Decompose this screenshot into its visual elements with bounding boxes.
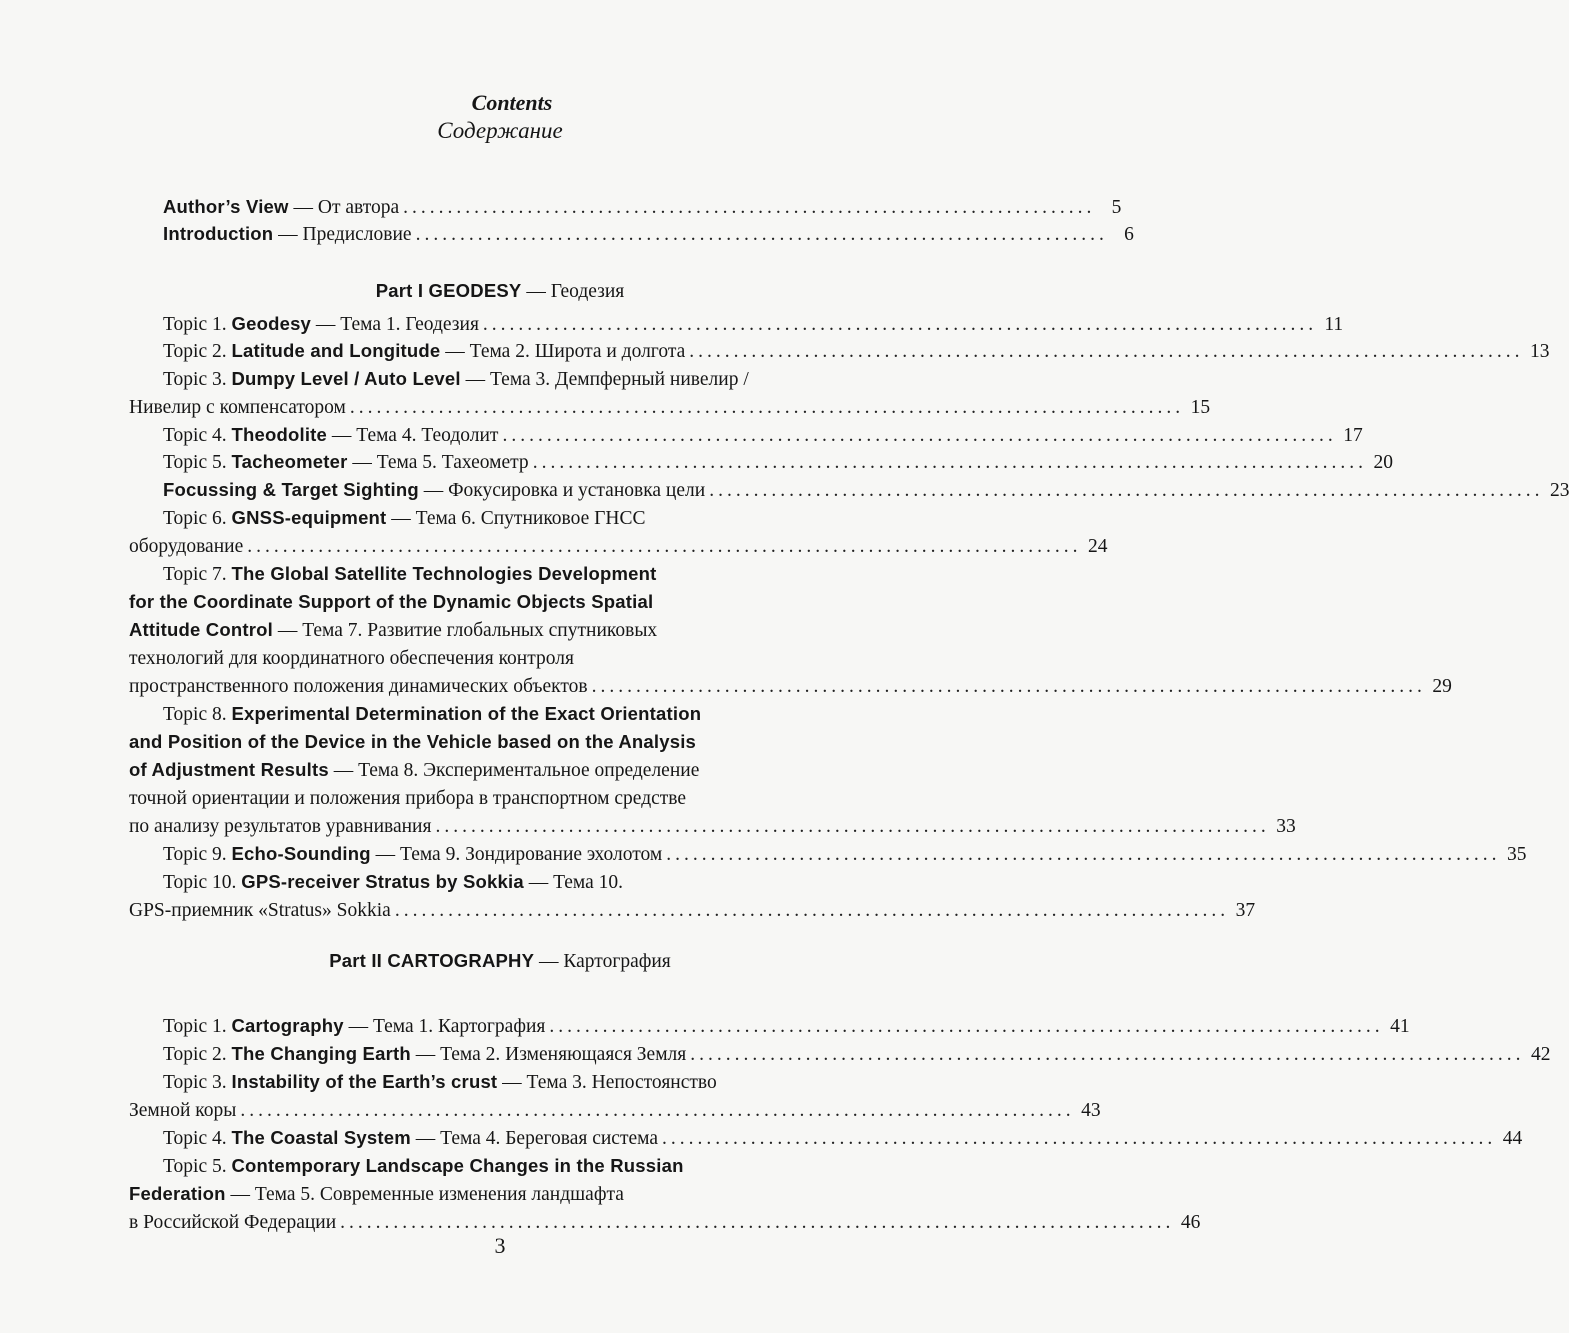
toc-entry xyxy=(163,562,865,587)
toc-entry xyxy=(129,758,865,783)
entry-title: Theodolite xyxy=(231,424,328,445)
page-number: 44 xyxy=(1502,1128,1523,1149)
entry-prefix: Topic 7. xyxy=(163,564,232,585)
entry-translation: — Тема 9. Зондирование эхолотом xyxy=(370,844,663,865)
part-heading-cartography xyxy=(140,950,860,973)
page-number: 46 xyxy=(1180,1212,1201,1233)
entry-title: Introduction xyxy=(163,223,274,244)
page-number: 43 xyxy=(1081,1100,1101,1121)
toc-entry xyxy=(129,1182,865,1207)
entry-title: for the Coordinate Support of the Dynamic Objects Spatial xyxy=(129,591,654,612)
entry-translation: — Тема 2. Изменяющаяся Земля xyxy=(410,1044,687,1065)
entry-title: Cartography xyxy=(231,1015,344,1036)
entry-prefix: пространственного положения динамических объектов xyxy=(129,676,588,697)
toc-entry xyxy=(163,702,865,727)
dot-leader: .............................................................................................. xyxy=(435,816,1270,837)
toc-entry xyxy=(129,730,865,755)
page-number: 20 xyxy=(1373,452,1393,473)
entry-translation: — Тема 10. xyxy=(523,872,624,893)
entry-title: Instability of the Earth’s crust xyxy=(231,1071,498,1092)
entry-prefix: Topic 5. xyxy=(163,1156,232,1177)
entry-prefix: Topic 6. xyxy=(163,508,232,529)
entry-prefix: Topic 3. xyxy=(163,369,232,390)
entry-prefix: Земной коры xyxy=(129,1100,237,1121)
page-number: 17 xyxy=(1343,425,1363,446)
toc-entry[interactable] xyxy=(163,1126,1523,1151)
entry-translation: — От автора xyxy=(288,197,400,218)
dot-leader: .............................................................................................. xyxy=(689,341,1524,362)
dot-leader: .............................................................................................. xyxy=(340,1212,1175,1233)
entry-prefix: Topic 4. xyxy=(163,1128,232,1149)
toc-entry xyxy=(129,590,865,615)
entry-title: of Adjustment Results xyxy=(129,759,329,780)
toc-entry[interactable] xyxy=(163,1014,1410,1039)
dot-leader: .............................................................................................. xyxy=(662,1128,1497,1149)
dot-leader: .............................................................................................. xyxy=(591,676,1426,697)
toc-entry[interactable] xyxy=(163,478,1569,503)
entry-title: Tacheometer xyxy=(231,451,348,472)
dot-leader: .............................................................................................. xyxy=(482,314,1318,335)
entry-translation: — Тема 7. Развитие глобальных спутниковых xyxy=(272,620,658,641)
entry-title: Contemporary Landscape Changes in the Russian xyxy=(231,1155,684,1176)
entry-prefix: Topic 8. xyxy=(163,704,232,725)
part-heading-geodesy xyxy=(140,280,860,303)
entry-prefix: в Российской Федерации xyxy=(129,1212,337,1233)
entry-title: Experimental Determination of the Exact Orientation xyxy=(231,703,702,724)
page-number: 23 xyxy=(1549,480,1569,501)
toc-entry-authors-view[interactable] xyxy=(163,195,1122,220)
dot-leader: .............................................................................................. xyxy=(349,397,1185,418)
entry-title: GPS-receiver Stratus by Sokkia xyxy=(241,871,524,892)
toc-entry xyxy=(163,870,865,895)
toc-entry xyxy=(163,367,865,392)
part-title: Part I GEODESY xyxy=(375,280,522,301)
toc-entry[interactable] xyxy=(129,534,1108,559)
toc-entry[interactable] xyxy=(163,339,1550,364)
toc-entry xyxy=(129,786,865,811)
entry-translation: — Фокусировка и установка цели xyxy=(418,480,706,501)
dot-leader: .............................................................................................. xyxy=(690,1044,1525,1065)
entry-translation: — Тема 5. Тахеометр xyxy=(347,452,529,473)
toc-entry[interactable] xyxy=(163,312,1344,337)
page-folio: 3 xyxy=(494,1233,506,1258)
entry-prefix: Нивелир с компенсатором xyxy=(129,397,346,418)
entry-prefix: Topic 3. xyxy=(163,1072,232,1093)
toc-entry[interactable] xyxy=(129,674,1452,699)
page-number: 15 xyxy=(1190,397,1211,418)
entry-prefix: по анализу результатов уравнивания xyxy=(129,816,432,837)
toc-entry[interactable] xyxy=(163,1042,1551,1067)
part-translation: — Картография xyxy=(534,951,671,972)
contents-title-ru: Содержание xyxy=(437,118,563,143)
entry-title: Author’s View xyxy=(163,196,289,217)
dot-leader: .............................................................................................. xyxy=(666,844,1501,865)
toc-entry[interactable] xyxy=(129,1210,1201,1235)
toc-entry[interactable] xyxy=(163,423,1363,448)
entry-translation: — Предисловие xyxy=(273,224,412,245)
entry-prefix: Topic 9. xyxy=(163,844,232,865)
entry-translation: — Тема 1. Картография xyxy=(343,1016,546,1037)
page-number: 11 xyxy=(1324,314,1344,335)
toc-entry-introduction[interactable] xyxy=(163,222,1134,247)
entry-prefix: Topic 4. xyxy=(163,425,232,446)
entry-title: Geodesy xyxy=(231,313,312,334)
entry-prefix: Topic 5. xyxy=(163,452,232,473)
dot-leader: .............................................................................................. xyxy=(532,452,1367,473)
entry-title: Dumpy Level / Auto Level xyxy=(231,368,461,389)
entry-title: Federation xyxy=(129,1183,226,1204)
toc-entry xyxy=(163,506,865,531)
dot-leader: .............................................................................................. xyxy=(247,536,1082,557)
dot-leader: .............................................................................................. xyxy=(240,1100,1075,1121)
entry-title: The Changing Earth xyxy=(231,1043,411,1064)
entry-translation: — Тема 4. Теодолит xyxy=(327,425,499,446)
entry-prefix: Topic 1. xyxy=(163,314,232,335)
page-number: 33 xyxy=(1276,816,1296,837)
toc-entry[interactable] xyxy=(129,898,1256,923)
page-number: 6 xyxy=(1124,224,1134,245)
entry-title: Attitude Control xyxy=(129,619,273,640)
page-number: 37 xyxy=(1235,900,1256,921)
toc-entry[interactable] xyxy=(129,1098,1101,1123)
dot-leader: .............................................................................................. xyxy=(549,1016,1384,1037)
dot-leader: .............................................................................................. xyxy=(394,900,1230,921)
entry-translation: — Тема 4. Береговая система xyxy=(410,1128,658,1149)
entry-prefix: Topic 2. xyxy=(163,341,232,362)
part-translation: — Геодезия xyxy=(521,281,625,302)
toc-entry[interactable] xyxy=(163,450,1393,475)
entry-title: The Coastal System xyxy=(231,1127,411,1148)
dot-leader: .............................................................................................. xyxy=(709,480,1544,501)
entry-prefix: Topic 1. xyxy=(163,1016,232,1037)
entry-prefix: технологий для координатного обеспечения контроля xyxy=(129,648,574,669)
page-number: 24 xyxy=(1088,536,1108,557)
page-number: 41 xyxy=(1390,1016,1410,1037)
entry-translation: — Тема 3. Непостоянство xyxy=(497,1072,717,1093)
entry-title: Echo-Sounding xyxy=(231,843,371,864)
page-number: 35 xyxy=(1506,844,1527,865)
page-number: 29 xyxy=(1432,676,1452,697)
entry-translation: — Тема 1. Геодезия xyxy=(311,314,479,335)
toc-entry xyxy=(163,1070,865,1095)
page-number: 5 xyxy=(1111,197,1122,218)
toc-entry xyxy=(129,618,865,643)
entry-prefix: Topic 10. xyxy=(163,872,242,893)
entry-title: Focussing & Target Sighting xyxy=(163,479,419,500)
toc-entry xyxy=(163,1154,865,1179)
dot-leader: .............................................................................. xyxy=(403,197,1096,218)
contents-title-en: Contents xyxy=(471,90,553,115)
toc-entry[interactable] xyxy=(129,395,1211,420)
entry-translation: — Тема 8. Экспериментальное определение xyxy=(328,760,700,781)
entry-title: The Global Satellite Technologies Development xyxy=(231,563,657,584)
part-title: Part II CARTOGRAPHY xyxy=(329,950,535,971)
entry-prefix: точной ориентации и положения прибора в транспортном средстве xyxy=(129,788,687,809)
entry-prefix: Topic 2. xyxy=(163,1044,232,1065)
toc-entry[interactable] xyxy=(129,814,1296,839)
dot-leader: .............................................................................. xyxy=(415,224,1108,245)
entry-title: Latitude and Longitude xyxy=(231,340,441,361)
toc-entry[interactable] xyxy=(163,842,1527,867)
entry-title: GNSS-equipment xyxy=(231,507,387,528)
entry-prefix: GPS-приемник «Stratus» Sokkia xyxy=(129,900,391,921)
entry-prefix: оборудование xyxy=(129,536,244,557)
page-number: 13 xyxy=(1529,341,1550,362)
toc-entry xyxy=(129,646,865,671)
dot-leader: .............................................................................................. xyxy=(502,425,1337,446)
entry-translation: — Тема 5. Современные изменения ландшафта xyxy=(225,1184,624,1205)
entry-translation: — Тема 3. Демпферный нивелир / xyxy=(460,369,749,390)
entry-translation: — Тема 6. Спутниковое ГНСС xyxy=(386,508,646,529)
entry-title: and Position of the Device in the Vehicle based on the Analysis xyxy=(129,731,697,752)
page-number: 42 xyxy=(1531,1044,1551,1065)
entry-translation: — Тема 2. Широта и долгота xyxy=(440,341,686,362)
